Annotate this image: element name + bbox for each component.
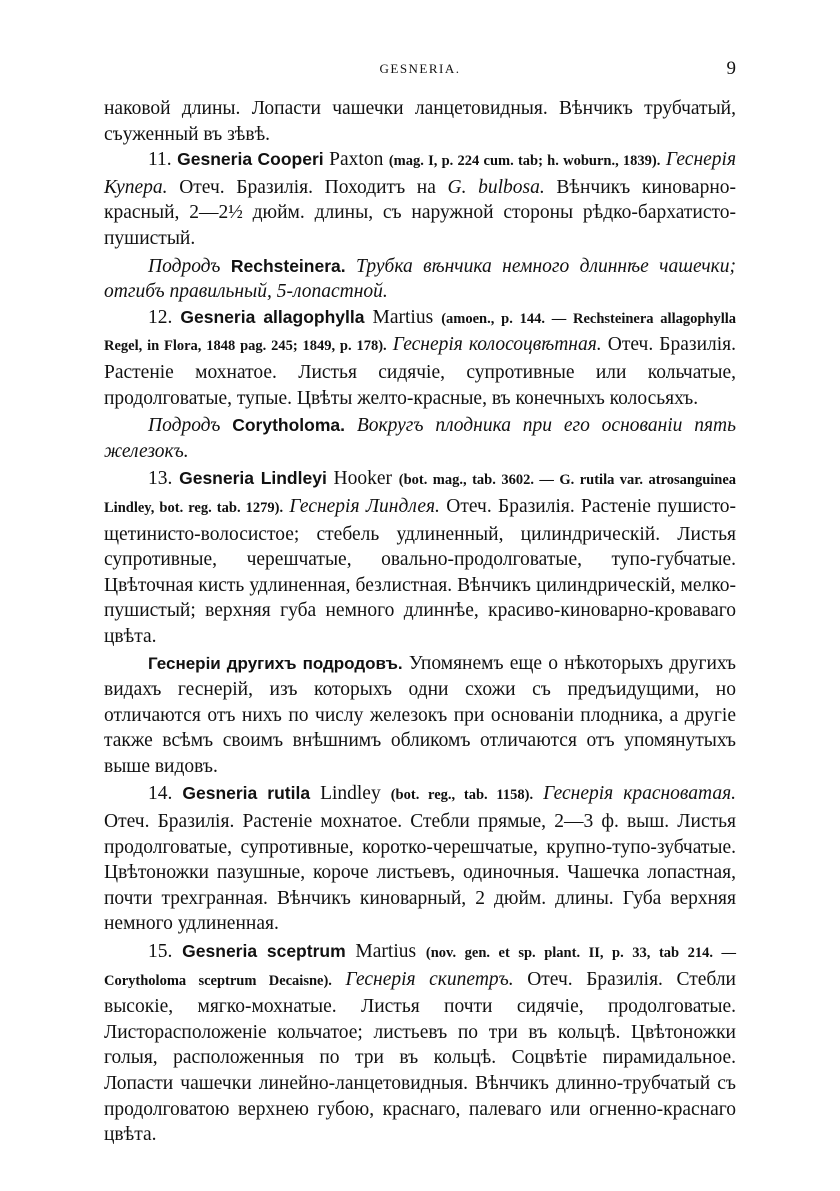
entry-number: 12. (148, 306, 173, 328)
russian-name: Геснерія колосоцвѣтная. (392, 334, 602, 356)
page-number: 9 (726, 58, 736, 79)
references: (nov. gen. et sp. plant. II, p. 33, tab 214. — Corytholoma sceptrum Decaisne). (104, 945, 737, 989)
page-header (104, 58, 736, 82)
description: Отеч. Бразилія. Стебли высокіе, мягко-мохнатые. Листья почти сидячіе, продолговатые. Листорасположеніе кольчатое; листьевъ по три въ кольцѣ. Цвѣтоножки голыя, расположенныя по три въ кольцѣ. Соцвѣтіе пирамидальное. Лопасти чашечки линейно-ланцетовидныя. Вѣнчикъ длинно-трубчатый съ продолговатою верхнею губою, краснаго, палеваго или огненно-краснаго цвѣта. (104, 968, 736, 1146)
subgenus-name: Rechsteinera. (230, 255, 346, 276)
author-name: Paxton (329, 149, 384, 171)
description: Отеч. Бразилія. Походитъ на (179, 176, 436, 198)
entry-number: 11. (148, 149, 172, 171)
russian-name: Геснерія скипетръ. (345, 968, 514, 990)
continuation-paragraph: наковой длины. Лопасти чашечки ланцетовидныя. Вѣнчикъ трубчатый, съуженный въ зѣвѣ. (104, 98, 736, 145)
description: Отеч. Бразилія. Растеніе мохнатое. Листья сидячіе, супротивные или кольчатые, продолговатые, тупые. Цвѣты желто-красные, въ конечныхъ колосьяхъ. (104, 334, 736, 409)
subgenus-name: Corytholoma. (232, 415, 346, 436)
entry-12 (104, 305, 736, 411)
entry-number: 13. (148, 468, 173, 490)
section-lead: Геснеріи другихъ подродовъ. (148, 654, 403, 674)
description: Вѣнчикъ киноварно-красный, 2—2½ дюйм. длины, съ наружной стороны рѣдко-бархатисто-пушистый. (104, 176, 737, 249)
entry-15 (104, 939, 736, 1148)
subgenus-description: Вокругъ плодника при его основаніи пять железокъ. (104, 415, 736, 462)
entry-11 (104, 147, 736, 251)
author-name: Martius (355, 941, 417, 962)
references: (bot. reg., tab. 1158). (390, 787, 534, 804)
description: Отеч. Бразилія. Растеніе пушисто-щетинисто-волосистое; стебель удлиненный, цилиндрическій. Листья супротивные, черешчатые, овально-продолговатые, тупо-губчатые. Цвѣточная кисть удлиненная, безлистная. Вѣнчикъ цилиндрическій, мелко-пушистый; верхняя губа немного длиннѣе, красиво-киноварно-кроваваго цвѣта. (104, 495, 736, 647)
running-title: GESNERIA. (379, 61, 461, 76)
latin-name: Gesneria Lindleyi (179, 468, 327, 489)
subgenus-label: Подродъ (148, 415, 221, 437)
entry-14 (104, 781, 736, 937)
latin-name: Gesneria allagophylla (180, 306, 365, 327)
entry-13 (104, 466, 736, 649)
references: (mag. I, p. 224 cum. tab; h. woburn., 1839). (388, 153, 661, 170)
page-body (104, 96, 736, 1148)
author-name: Martius (372, 306, 434, 328)
author-name: Lindley (320, 783, 381, 805)
entry-number: 14. (148, 783, 173, 805)
subgenus-rechsteinera (104, 254, 736, 305)
references: (bot. mag., tab. 3602. — G. rutila var. atrosanguinea Lindley, bot. reg. tab. 1279). (104, 472, 737, 516)
russian-name: Геснерія Линдлея. (289, 495, 440, 517)
latin-name: Gesneria rutila (182, 783, 311, 804)
russian-name: Геснерія Купера. (104, 149, 737, 198)
latin-name: Gesneria sceptrum (182, 941, 346, 961)
entry-number: 15. (148, 941, 173, 962)
references: (amoen., p. 144. — Rechsteinera allagophylla Regel, in Flora, 1848 pag. 245; 1849, p. 178). (104, 310, 737, 355)
latin-name: Gesneria Cooperi (177, 149, 324, 170)
related-species: G. bulbosa. (447, 176, 545, 198)
description: Упомянемъ еще о нѣкоторыхъ другихъ видахъ геснерій, изъ которыхъ одни схожи съ предъидущими, но отличаются отъ нихъ по числу железокъ при основаніи плодника, а другіе также всѣмъ своимъ внѣшнимъ обликомъ отличаются отъ упомянутыхъ выше видовъ. (104, 653, 736, 777)
subgenus-label: Подродъ (148, 255, 221, 277)
subgenus-description: Трубка вѣнчика немного длиннѣе чашечки; отгибъ правильный, 5-лопастной. (104, 255, 737, 303)
subgenus-corytholoma (104, 413, 736, 464)
other-subgenera-paragraph (104, 651, 736, 779)
russian-name: Геснерія красноватая. (543, 783, 737, 805)
author-name: Hooker (333, 468, 393, 490)
description: Отеч. Бразилія. Растеніе мохнатое. Стебли прямые, 2—3 ф. выш. Листья продолговатые, супротивные, коротко-черешчатые, крупно-тупо-зубчатые. Цвѣтоножки пазушные, короче листьевъ, одиночныя. Чашечка лопастная, почти трехгранная. Вѣнчикъ киноварный, 2 дюйм. длины. Губа верхняя немного удлиненная. (104, 811, 736, 935)
